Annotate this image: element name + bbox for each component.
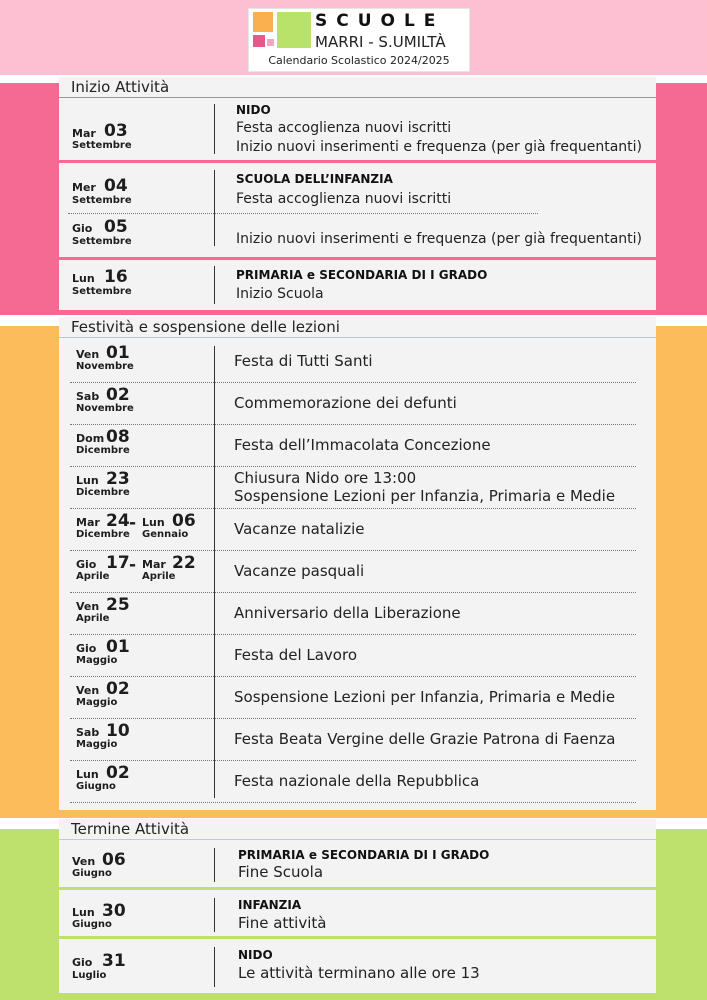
divider-line	[214, 104, 215, 154]
day-of-week: Lun	[72, 906, 95, 919]
day-number: 08	[106, 427, 130, 447]
event-line: Festa di Tutti Santi	[234, 352, 373, 370]
month: Dicembre	[76, 487, 130, 498]
end-day-of-week: Mar	[142, 558, 166, 571]
day-number: 04	[104, 176, 128, 196]
month: Giugno	[76, 781, 116, 792]
event-line: Festa dell’Immacolata Concezione	[234, 436, 491, 454]
event-heading: NIDO	[238, 948, 273, 962]
event-line: Inizio nuovi inserimenti e frequenza (per già frequentanti)	[236, 231, 643, 247]
row-separator	[70, 466, 636, 467]
event-line: Anniversario della Liberazione	[234, 604, 461, 622]
day-number: 03	[104, 121, 128, 141]
month: Settembre	[72, 286, 132, 297]
row-separator	[70, 382, 636, 383]
day-number: 02	[106, 679, 130, 699]
logo-word-scuole: SCUOLE	[315, 11, 445, 31]
day-number: 01	[106, 637, 130, 657]
day-number: 31	[102, 951, 126, 971]
divider-line	[214, 898, 215, 932]
day-of-week: Mar	[76, 516, 100, 529]
logo-orange-square	[253, 12, 273, 32]
month: Giugno	[72, 868, 112, 879]
event-line: Le attività terminano alle ore 13	[238, 964, 480, 982]
day-number: 30	[102, 901, 126, 921]
day-of-week: Gio	[72, 222, 93, 235]
row-separator	[70, 676, 636, 677]
row-separator	[70, 508, 636, 509]
day-number: 05	[104, 217, 128, 237]
event-heading: NIDO	[236, 103, 271, 117]
logo-word-marri: MARRI - S.UMILTÀ	[315, 33, 446, 51]
month: Aprile	[76, 571, 110, 582]
event-line: Inizio Scuola	[236, 286, 324, 302]
day-of-week: Lun	[76, 474, 99, 487]
day-number: 25	[106, 595, 130, 615]
month: Settembre	[72, 140, 132, 151]
day-of-week: Ven	[76, 600, 100, 613]
day-of-week: Ven	[76, 684, 100, 697]
day-number: 24	[106, 511, 130, 531]
day-of-week: Sab	[76, 726, 100, 739]
day-of-week: Mer	[72, 181, 96, 194]
row-separator	[70, 760, 636, 761]
end-month: Aprile	[142, 571, 176, 582]
event-line: Festa del Lavoro	[234, 646, 357, 664]
day-of-week: Ven	[76, 348, 100, 361]
end-day-of-week: Lun	[142, 516, 165, 529]
day-number: 01	[106, 343, 130, 363]
divider-line	[214, 266, 215, 304]
end-day-number: 06	[172, 511, 196, 531]
day-of-week: Sab	[76, 390, 100, 403]
row-separator	[70, 550, 636, 551]
festivita-title: Festività e sospensione delle lezioni	[59, 317, 656, 337]
range-dash: -	[129, 513, 137, 533]
event-line: Fine attività	[238, 914, 327, 932]
day-of-week: Mar	[72, 127, 96, 140]
month: Dicembre	[76, 529, 130, 540]
event-heading: PRIMARIA e SECONDARIA DI I GRADO	[236, 268, 488, 282]
event-line: Sospensione Lezioni per Infanzia, Primaria e Medie	[234, 688, 616, 706]
event-line: Vacanze natalizie	[234, 520, 365, 538]
day-number: 23	[106, 469, 130, 489]
month: Maggio	[76, 739, 118, 750]
row-separator	[70, 718, 636, 719]
day-of-week: Lun	[76, 768, 99, 781]
festivita-divider-line	[214, 346, 215, 798]
month: Giugno	[72, 919, 112, 930]
row-separator	[70, 424, 636, 425]
school-logo	[248, 8, 470, 72]
end-day-number: 22	[172, 553, 196, 573]
month: Settembre	[72, 195, 132, 206]
row-separator	[70, 802, 636, 803]
month: Luglio	[72, 970, 107, 981]
event-heading: SCUOLA DELL’INFANZIA	[236, 172, 393, 186]
event-line: Inizio nuovi inserimenti e frequenza (per già frequentanti)	[236, 139, 643, 155]
termine-title: Termine Attività	[59, 819, 656, 839]
month: Settembre	[72, 236, 132, 247]
month: Aprile	[76, 613, 110, 624]
event-line: Festa Beata Vergine delle Grazie Patrona di Faenza	[234, 730, 616, 748]
event-line: Vacanze pasquali	[234, 562, 365, 580]
logo-small-pink-square	[267, 39, 274, 46]
row-separator	[70, 634, 636, 635]
end-month: Gennaio	[142, 529, 189, 540]
day-of-week: Ven	[72, 855, 96, 868]
day-number: 10	[106, 721, 130, 741]
row-separator	[68, 213, 538, 214]
logo-pink-square	[253, 35, 265, 47]
day-of-week: Gio	[76, 642, 97, 655]
logo-subtitle: Calendario Scolastico 2024/2025	[268, 54, 450, 67]
month: Novembre	[76, 361, 134, 372]
event-line: Festa nazionale della Repubblica	[234, 772, 480, 790]
month: Maggio	[76, 697, 118, 708]
day-of-week: Gio	[76, 558, 97, 571]
day-number: 17	[106, 553, 130, 573]
divider-line	[214, 170, 215, 246]
event-line: Chiusura Nido ore 13:00	[234, 469, 417, 487]
termine-panel-2	[59, 890, 656, 936]
day-of-week: Gio	[72, 956, 93, 969]
event-line: Sospensione Lezioni per Infanzia, Primaria e Medie	[234, 487, 616, 505]
day-number: 02	[106, 385, 130, 405]
range-dash: -	[129, 555, 137, 575]
event-heading: INFANZIA	[238, 898, 302, 912]
day-number: 16	[104, 267, 128, 287]
month: Novembre	[76, 403, 134, 414]
divider-line	[214, 848, 215, 882]
event-line: Commemorazione dei defunti	[234, 394, 457, 412]
divider-line	[214, 947, 215, 987]
event-line: Festa accoglienza nuovi iscritti	[236, 120, 452, 136]
month: Dicembre	[76, 445, 130, 456]
inizio-title: Inizio Attività	[59, 77, 656, 97]
day-of-week: Dom	[76, 432, 105, 445]
event-heading: PRIMARIA e SECONDARIA DI I GRADO	[238, 848, 490, 862]
logo-green-square	[277, 12, 311, 48]
event-line: Festa accoglienza nuovi iscritti	[236, 191, 452, 207]
event-line: Fine Scuola	[238, 863, 324, 881]
month: Maggio	[76, 655, 118, 666]
day-of-week: Lun	[72, 272, 95, 285]
row-separator	[70, 592, 636, 593]
day-number: 02	[106, 763, 130, 783]
day-number: 06	[102, 850, 126, 870]
